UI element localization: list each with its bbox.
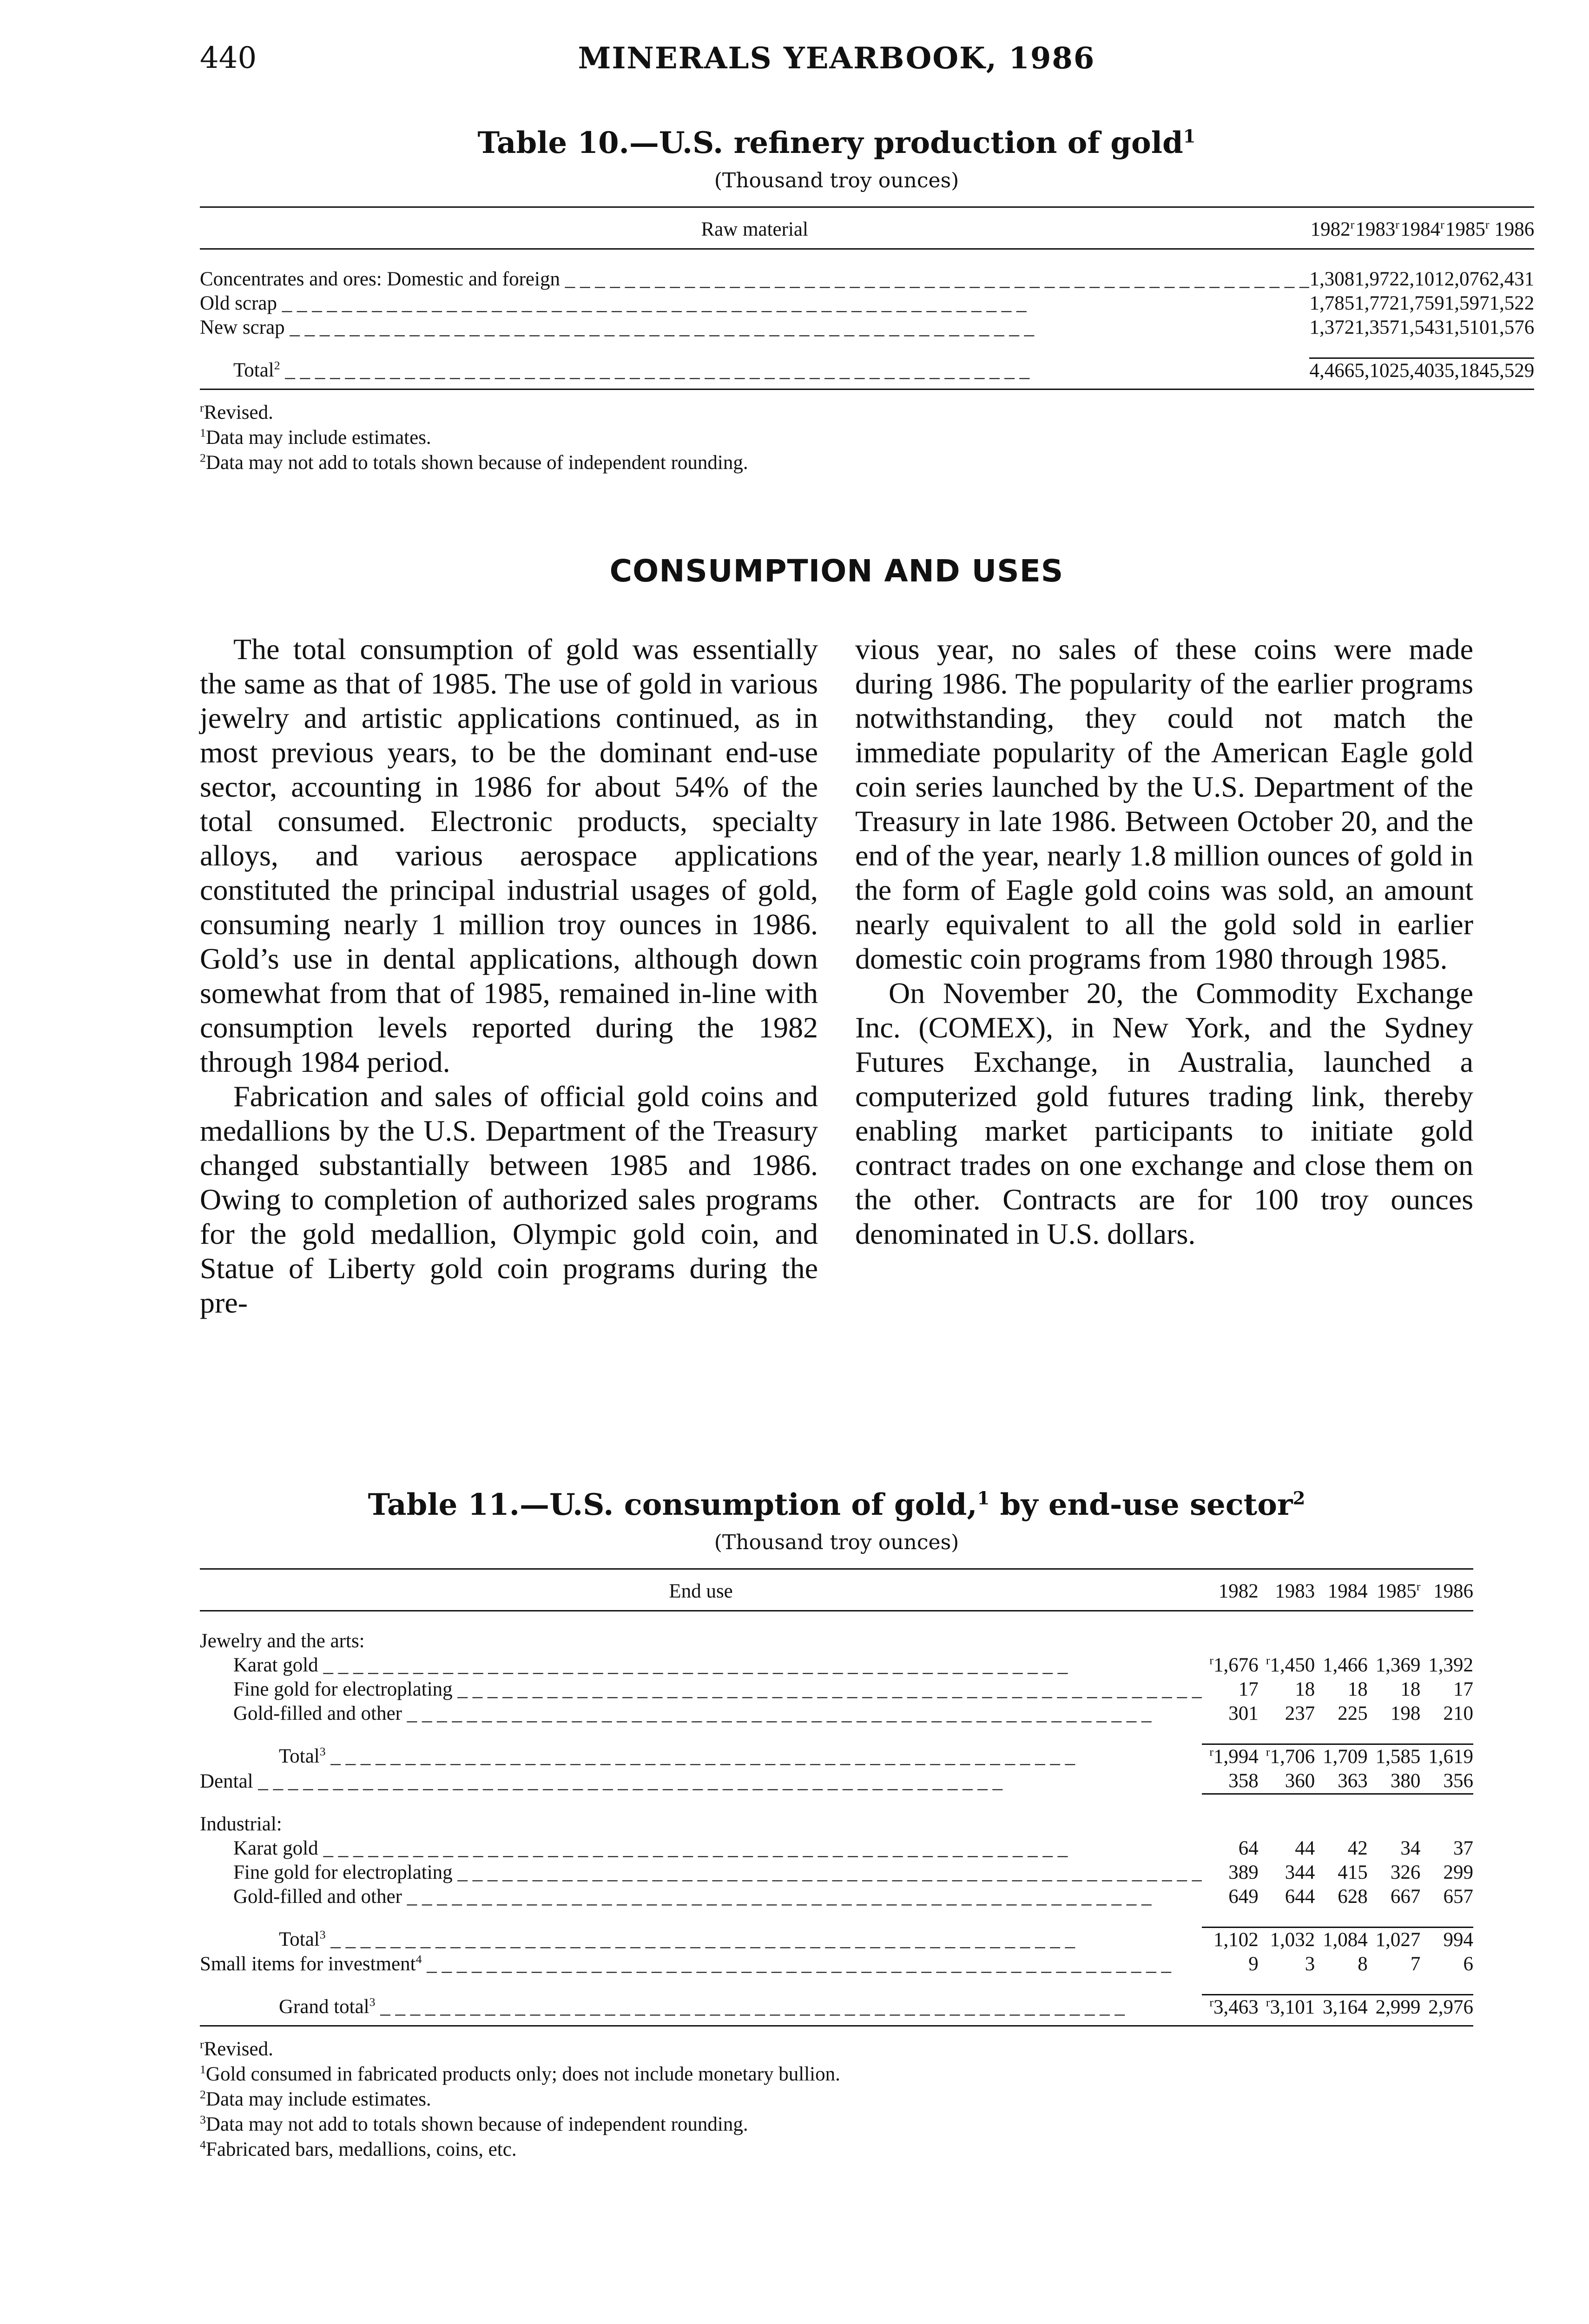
table-row	[200, 1836, 1473, 1861]
table-row	[200, 1861, 1473, 1885]
footnote: $^3$Data may not add to totals shown because of independent rounding.	[200, 2113, 748, 2135]
table-row	[200, 1769, 1473, 1794]
column-header: 1982$^r$	[1309, 207, 1354, 249]
cell: 5,403	[1399, 358, 1444, 390]
cell: 2,976	[1420, 1995, 1473, 2026]
table-row	[200, 1677, 1473, 1702]
cell: 1,357	[1354, 317, 1399, 338]
grand-total-row	[200, 1995, 1473, 2026]
row-label: Fine gold for electroplating _ _ _	[200, 1677, 1202, 1702]
table-total-row	[200, 1744, 1473, 1769]
cell: 34	[1400, 1837, 1421, 1859]
cell: 1,369	[1375, 1654, 1421, 1676]
cell: 18	[1400, 1678, 1421, 1700]
cell: 1,576	[1489, 317, 1535, 338]
cell: 2,999	[1368, 1995, 1421, 2026]
table-10-subtitle: (Thousand troy ounces)	[714, 169, 959, 192]
running-title: MINERALS YEARBOOK, 1986	[578, 41, 1095, 76]
row-label: Total$^2$ _ _ _	[200, 358, 1309, 390]
group-label: Jewelry and the arts:	[200, 1630, 365, 1652]
cell: $^r$3,101	[1259, 1995, 1315, 2026]
row-label: Old scrap _ _ _	[200, 291, 1309, 316]
cell: 1,308	[1309, 268, 1355, 290]
cell: 1,522	[1489, 292, 1535, 314]
column-header: 1984	[1315, 1569, 1368, 1611]
column-header: 1983	[1259, 1569, 1315, 1611]
cell: 326	[1390, 1862, 1421, 1883]
section-heading: CONSUMPTION AND USES	[609, 553, 1064, 589]
row-label: Total$^3$ _ _ _	[200, 1928, 1202, 1953]
table-row	[200, 1653, 1473, 1677]
table-row	[200, 1702, 1473, 1726]
group-row	[200, 1812, 1473, 1836]
cell: 1,372	[1309, 317, 1355, 338]
cell: 5,184	[1444, 358, 1490, 390]
row-label: Karat gold _ _ _	[200, 1836, 1202, 1861]
table-10-header	[200, 207, 1534, 249]
table-row	[200, 1952, 1473, 1976]
footnote: $^r$Revised.	[200, 401, 273, 423]
footnote: $^1$Gold consumed in fabricated products only; does not include monetary bullion.	[200, 2062, 840, 2085]
cell: $^r$1,706	[1259, 1744, 1315, 1769]
body-text	[200, 632, 1473, 1394]
table-row	[200, 1885, 1473, 1909]
cell: 1,392	[1428, 1654, 1473, 1676]
cell: 4,466	[1309, 358, 1354, 390]
column-header: 1985$^r$	[1444, 207, 1490, 249]
table-10-grid	[200, 206, 1534, 390]
table-total-row	[200, 358, 1534, 390]
cell: 1,084	[1315, 1928, 1368, 1953]
cell: 644	[1285, 1886, 1315, 1908]
table-11-header	[200, 1569, 1473, 1611]
row-label: Small items for investment$^4$ _ _ _	[200, 1952, 1202, 1976]
paragraph: On November 20, the Commodity Exchange Inc. (COMEX), in New York, and the Sydney Futures Exchange, in Australia, launched a computerized gold futures trading link, thereby enabling market participants to initiate gold contract trades on one exchange and close them on the other. Contracts are for 100 troy ounces denominated in U.S. dollars.	[855, 977, 1473, 1250]
cell: 9	[1248, 1953, 1259, 1975]
cell: 44	[1295, 1837, 1315, 1859]
table-10-title: Table 10.—U.S. refinery production of gold$^1$	[477, 125, 1196, 160]
cell: 667	[1390, 1886, 1421, 1908]
cell: 1,759	[1399, 292, 1444, 314]
paragraph: The total consumption of gold was essentially the same as that of 1985. The use of gold in various jewelry and artistic applications continued, as in most previous years, to be the dominant end-use sector, accounting in 1986 for about 54% of the total consumed. Electronic products, specialty alloys, and various aerospace applications constituted the principal industrial usages of gold, consuming nearly 1 million troy ounces in 1986. Gold’s use in dental applications, although down somewhat from that of 1985, remained in-line with consumption levels reported during the 1982 through 1984 period.	[200, 633, 818, 1078]
cell: 2,431	[1489, 268, 1535, 290]
table-11-footnotes	[200, 2037, 1473, 2162]
running-head	[200, 41, 1473, 87]
table-10-footnotes	[200, 400, 1473, 475]
text-column-left	[200, 632, 818, 1320]
cell: 415	[1338, 1862, 1368, 1883]
column-header: 1985$^r$	[1368, 1569, 1421, 1611]
paragraph: Fabrication and sales of official gold coins and medallions by the U.S. Department of the Treasury changed substantially between 1985 and 1986. Owing to completion of authorized sales programs for the gold medallion, Olympic gold coin, and Statue of Liberty gold coin programs during the pre-	[200, 1080, 818, 1319]
footnote: $^4$Fabricated bars, medallions, coins, etc.	[200, 2138, 517, 2160]
cell: $^r$1,676	[1209, 1653, 1259, 1676]
cell: $^r$1,994	[1202, 1744, 1259, 1769]
cell: 17	[1453, 1678, 1473, 1700]
row-label: Grand total$^3$ _ _ _	[200, 1995, 1202, 2026]
cell: 237	[1285, 1703, 1315, 1724]
cell: 210	[1443, 1703, 1473, 1724]
cell: 1,785	[1309, 292, 1355, 314]
cell: $^r$1,450	[1266, 1653, 1315, 1676]
table-row	[200, 267, 1534, 291]
cell: 64	[1238, 1837, 1259, 1859]
table-11-title: Table 11.—U.S. consumption of gold,$^1$ by end-use sector$^2$	[368, 1487, 1305, 1522]
cell: 628	[1338, 1886, 1368, 1908]
cell: 994	[1420, 1928, 1473, 1953]
column-header: 1986	[1420, 1569, 1473, 1611]
text-column-right	[855, 632, 1473, 1251]
page-number: 440	[200, 41, 257, 75]
cell: 2,101	[1399, 268, 1444, 290]
cell: 358	[1228, 1770, 1259, 1792]
table-row	[200, 316, 1534, 340]
row-label: Dental _ _ _	[200, 1769, 1202, 1794]
table-total-row	[200, 1928, 1473, 1953]
cell: 5,529	[1489, 358, 1534, 390]
cell: 1,597	[1444, 292, 1490, 314]
footnote: $^2$Data may include estimates.	[200, 2087, 431, 2110]
cell: 1,972	[1354, 268, 1399, 290]
row-label: Gold-filled and other _ _ _	[200, 1885, 1202, 1909]
row-label: Total$^3$ _ _ _	[200, 1744, 1202, 1769]
cell: 1,032	[1259, 1928, 1315, 1953]
cell: 301	[1228, 1703, 1259, 1724]
cell: 1,619	[1420, 1744, 1473, 1769]
footnote: $^2$Data may not add to totals shown because of independent rounding.	[200, 451, 748, 474]
cell: 225	[1338, 1703, 1368, 1724]
cell: 3	[1305, 1953, 1315, 1975]
cell: 389	[1228, 1862, 1259, 1883]
cell: 299	[1443, 1862, 1473, 1883]
row-label: Concentrates and ores: Domestic and foreign _ _ _	[200, 267, 1309, 291]
cell: 18	[1347, 1678, 1368, 1700]
cell: 8	[1358, 1953, 1368, 1975]
column-header: 1986	[1489, 207, 1534, 249]
cell: 344	[1285, 1862, 1315, 1883]
cell: 1,709	[1315, 1744, 1368, 1769]
cell: 380	[1390, 1770, 1421, 1792]
footnote: $^1$Data may include estimates.	[200, 426, 431, 449]
cell: 360	[1285, 1770, 1315, 1792]
column-header: 1982	[1202, 1569, 1259, 1611]
cell: 6	[1463, 1953, 1473, 1975]
cell: 1,772	[1354, 292, 1399, 314]
cell: 37	[1453, 1837, 1473, 1859]
cell: 657	[1443, 1886, 1473, 1908]
cell: 5,102	[1354, 358, 1399, 390]
cell: 17	[1238, 1678, 1259, 1700]
column-header: 1984$^r$	[1399, 207, 1444, 249]
cell: 7	[1410, 1953, 1421, 1975]
column-header: 1983$^r$	[1354, 207, 1399, 249]
footnote: $^r$Revised.	[200, 2037, 273, 2060]
column-header: Raw material	[200, 207, 1309, 249]
cell: 649	[1228, 1886, 1259, 1908]
cell: 3,164	[1315, 1995, 1368, 2026]
row-label: Gold-filled and other _ _ _	[200, 1702, 1202, 1726]
table-11-subtitle: (Thousand troy ounces)	[714, 1531, 959, 1554]
group-row	[200, 1629, 1473, 1653]
table-row	[200, 291, 1534, 316]
cell: 356	[1443, 1770, 1473, 1792]
cell: 42	[1347, 1837, 1368, 1859]
table-10	[200, 125, 1535, 475]
cell: 1,543	[1399, 317, 1444, 338]
group-label: Industrial:	[200, 1813, 282, 1835]
cell: 1,466	[1323, 1654, 1368, 1676]
cell: 198	[1390, 1703, 1421, 1724]
table-11-grid	[200, 1568, 1473, 2027]
cell: 1,510	[1444, 317, 1490, 338]
cell: 1,102	[1202, 1928, 1259, 1953]
paragraph: vious year, no sales of these coins were made during 1986. The popularity of the earlier programs notwithstanding, they could not match the immediate popularity of the American Eagle gold coin series launched by the U.S. Department of the Treasury in late 1986. Between October 20, and the end of the year, nearly 1.8 million ounces of gold in the form of Eagle gold coins was sold, an amount nearly equivalent to all the gold sold in earlier domestic coin programs from 1980 through 1985.	[855, 633, 1473, 975]
cell: 363	[1338, 1770, 1368, 1792]
cell: 1,027	[1368, 1928, 1421, 1953]
table-11	[200, 1487, 1473, 2162]
column-header: End use	[200, 1569, 1202, 1611]
row-label: Karat gold _ _ _	[200, 1653, 1202, 1677]
cell: 1,585	[1368, 1744, 1421, 1769]
cell: 18	[1295, 1678, 1315, 1700]
cell: $^r$3,463	[1202, 1995, 1259, 2026]
cell: 2,076	[1444, 268, 1490, 290]
row-label: New scrap _ _ _	[200, 316, 1309, 340]
row-label: Fine gold for electroplating _ _ _	[200, 1861, 1202, 1885]
